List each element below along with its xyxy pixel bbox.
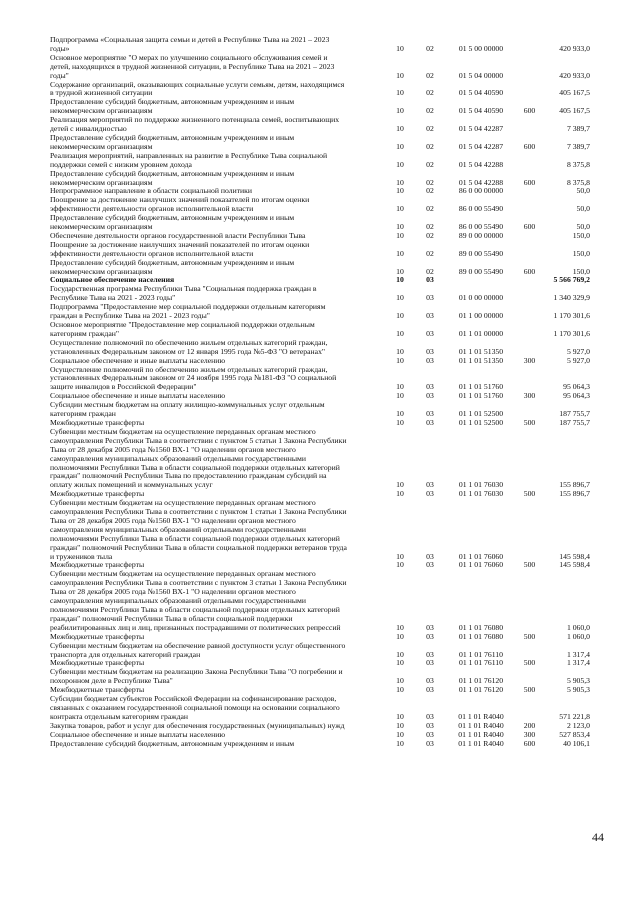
subsection-code: 02	[426, 204, 434, 214]
amount: 5 927,0	[566, 346, 590, 356]
amount: 527 853,4	[559, 729, 590, 739]
subsection-code: 03	[426, 489, 434, 499]
amount: 40 106,1	[563, 738, 590, 748]
subsection-code: 03	[426, 551, 434, 561]
amount: 1 170 301,6	[553, 328, 590, 338]
target-article-code: 01 5 04 42288	[458, 177, 504, 187]
subsection-code: 03	[426, 346, 434, 356]
amount: 8 375,8	[566, 159, 590, 169]
item-name: Государственная программа Республики Тыва "Социальная поддержка граждан в Республике Тыва на 2021 - 2023 годы"	[50, 284, 317, 303]
item-name: Закупка товаров, работ и услуг для обеспечения государственных (муниципальных) нужд	[50, 720, 345, 730]
table-row	[50, 259, 590, 277]
target-article-code: 01 1 01 76080	[458, 622, 504, 632]
target-article-code: 01 1 01 R4040	[458, 729, 504, 739]
target-article-code: 01 1 01 76120	[458, 685, 504, 695]
expense-type-code: 600	[523, 141, 536, 151]
expense-type-code	[517, 428, 542, 490]
item-name: Субвенции местным бюджетам на осуществление переданных органам местного самоуправления Республики Тыва в соответствии с пунктом 1 статьи 1 Закона Республики Тыва от 28 декабря 2005 года №1560 ВХ-1 "О наделении органов местного самоуправления муниципальных образований отдельными государственными полномочиями Республики Тыва в области социальной поддержки отдельных категорий граждан" полномочий Республики Тыва в области социальной поддержки ветеранов труда и тружеников тыла	[50, 498, 347, 561]
item-name: Субсидии бюджетам субъектов Российской Федерации на софинансирование расходов, связанных с оказанием государственной социальной помощи на основании социального контракта отдельным категориям граждан	[50, 694, 340, 721]
section-code: 10	[396, 658, 404, 668]
section-code: 10	[396, 355, 404, 365]
target-article-code: 86 0 00 00000	[458, 186, 504, 196]
subsection-code: 03	[426, 649, 434, 659]
subsection-code: 03	[426, 355, 434, 365]
expense-type-code: 600	[523, 266, 536, 276]
section-code: 10	[396, 676, 404, 686]
subsection-code: 02	[426, 266, 434, 276]
section-code: 10	[396, 729, 404, 739]
target-article-code: 01 1 01 76060	[458, 560, 504, 570]
item-name: Субвенции местным бюджетам на осуществление переданных органам местного самоуправления Республики Тыва в соответствии с пунктом 5 статьи 1 Закона Республики Тыва от 28 декабря 2005 года №1560 ВХ-1 "О наделении органов местного самоуправления муниципальных образований отдельными государственными полномочиями Республики Тыва в области социальной поддержки отдельных категорий граждан" полномочий Республики Тыва по предоставлению гражданам субсидий на оплату жилых помещений и коммунальных услуг	[50, 426, 347, 490]
table-row	[50, 170, 590, 188]
target-article-code: 01 1 01 R4040	[458, 720, 504, 730]
expense-type-code	[517, 499, 542, 561]
section-code: 10	[396, 328, 404, 338]
target-article-code: 01 5 00 00000	[458, 43, 504, 53]
section-code: 10	[396, 346, 404, 356]
section-code: 10	[396, 275, 404, 285]
target-article-code: 01 1 01 51760	[458, 391, 504, 401]
item-name: Предоставление субсидий бюджетным, автономным учреждениям и иным некоммерческим организациям	[50, 168, 295, 187]
expense-type-code	[517, 401, 542, 419]
expense-type-code	[517, 54, 542, 81]
subsection-code: 02	[426, 248, 434, 258]
table-row	[50, 366, 590, 393]
target-article-code: 01 0 00 00000	[458, 293, 504, 303]
amount: 1 060,0	[566, 622, 590, 632]
amount: 50,0	[576, 222, 590, 232]
section-code: 10	[396, 230, 404, 240]
expense-type-code: 600	[523, 177, 536, 187]
item-name: Содержание организаций, оказывающих социальные услуги семьям, детям, находящимся в трудной жизненной ситуации	[50, 79, 345, 98]
expense-type-code: 600	[523, 738, 536, 748]
section-code: 10	[396, 711, 404, 721]
section-code: 10	[396, 560, 404, 570]
target-article-code: 01 1 01 51760	[458, 382, 504, 392]
amount: 150,0	[572, 266, 590, 276]
subsection-code: 03	[426, 293, 434, 303]
target-article-code: 86 0 00 55490	[458, 222, 504, 232]
subsection-code: 02	[426, 70, 434, 80]
item-name: Осуществление полномочий по обеспечению жильем отдельных категорий граждан, установленных Федеральным законом от 12 января 1995 года №5-ФЗ "О ветеранах"	[50, 337, 328, 356]
expense-type-code	[517, 303, 542, 321]
amount: 1 170 301,6	[553, 311, 590, 321]
item-name: Предоставление субсидий бюджетным, автономным учреждениям и иным некоммерческим организациям	[50, 257, 295, 276]
section-code: 10	[396, 391, 404, 401]
subsection-code: 03	[426, 658, 434, 668]
amount: 5 905,3	[566, 685, 590, 695]
item-name: Поощрение за достижение наилучших значений показателей по итогам оценки эффективности деятельности органов исполнительной власти	[50, 195, 310, 214]
subsection-code: 03	[426, 409, 434, 419]
item-name: Межбюджетные трансферты	[50, 489, 145, 499]
target-article-code	[445, 276, 517, 285]
target-article-code: 01 1 01 76060	[458, 551, 504, 561]
amount: 8 375,8	[566, 177, 590, 187]
section-code: 10	[396, 649, 404, 659]
section-code: 10	[396, 248, 404, 258]
amount: 405 167,5	[559, 88, 590, 98]
target-article-code: 01 1 01 52500	[458, 409, 504, 419]
expense-type-code	[517, 339, 542, 357]
subsection-code: 03	[426, 417, 434, 427]
subsection-code: 03	[426, 275, 434, 285]
subsection-code: 02	[426, 43, 434, 53]
expense-type-code: 500	[523, 489, 536, 499]
amount: 405 167,5	[559, 106, 590, 116]
amount: 1 340 329,9	[553, 293, 590, 303]
expense-type-code	[517, 570, 542, 632]
expense-type-code	[517, 321, 542, 339]
target-article-code: 01 1 01 51350	[458, 355, 504, 365]
section-code: 10	[396, 480, 404, 490]
section-code: 10	[396, 631, 404, 641]
target-article-code: 01 1 01 76110	[459, 649, 503, 659]
amount: 571 221,8	[559, 711, 590, 721]
item-name: Осуществление полномочий по обеспечению жильем отдельных категорий граждан, установленных Федеральным законом от 24 ноября 1995 года №181-ФЗ "О социальной защите инвалидов в Российской Федерации"	[50, 364, 337, 392]
item-name: Межбюджетные трансферты	[50, 685, 145, 695]
item-name: Реализация мероприятий, направленных на развитие в Республике Тыва социальной поддержки семей с низким уровнем дохода	[50, 150, 328, 169]
table-row	[50, 285, 590, 303]
item-name: Основное мероприятие "О мерах по улучшению социального обслуживания семей и детей, находящихся в трудной жизненной ситуации, в Республике Тыва на 2021 – 2023 годы"	[50, 52, 335, 80]
amount: 150,0	[572, 230, 590, 240]
table-row	[50, 668, 590, 686]
table-row	[50, 499, 590, 561]
subsection-code: 03	[426, 738, 434, 748]
expense-type-code: 200	[523, 720, 536, 730]
table-row	[50, 36, 590, 54]
expense-type-code: 500	[523, 560, 536, 570]
expense-type-code	[517, 668, 542, 686]
amount: 187 755,7	[559, 409, 590, 419]
expense-type-code	[517, 81, 542, 99]
expense-type-code: 500	[523, 658, 536, 668]
item-name: Социальное обеспечение населения	[50, 275, 175, 285]
amount: 420 933,0	[559, 70, 590, 80]
target-article-code: 01 1 01 76120	[458, 676, 504, 686]
subsection-code: 03	[426, 685, 434, 695]
section-code: 10	[396, 293, 404, 303]
target-article-code: 01 1 01 76080	[458, 631, 504, 641]
target-article-code: 01 1 01 R4040	[458, 738, 504, 748]
table-body	[50, 36, 590, 749]
target-article-code: 01 1 01 76030	[458, 480, 504, 490]
section-code: 10	[396, 417, 404, 427]
amount: 7 389,7	[566, 124, 590, 134]
expense-type-code	[517, 196, 542, 214]
item-name: Социальное обеспечение и иные выплаты населению	[50, 355, 226, 365]
expense-type-code: 500	[523, 417, 536, 427]
amount: 50,0	[576, 186, 590, 196]
target-article-code: 01 1 01 52500	[458, 417, 504, 427]
expense-type-code: 300	[523, 391, 536, 401]
section-code: 10	[396, 382, 404, 392]
expense-type-code: 600	[523, 222, 536, 232]
target-article-code: 89 0 00 55490	[458, 266, 504, 276]
table-row	[50, 642, 590, 660]
expense-type-code	[517, 152, 542, 170]
expense-type-code	[517, 366, 542, 393]
section-code: 10	[396, 141, 404, 151]
subsection-code: 02	[426, 230, 434, 240]
subsection-code: 02	[426, 106, 434, 116]
subsection-code: 02	[426, 186, 434, 196]
amount: 7 389,7	[566, 141, 590, 151]
table-row	[50, 54, 590, 81]
section-code: 10	[396, 266, 404, 276]
table-row	[50, 303, 590, 321]
section-code: 10	[396, 124, 404, 134]
target-article-code: 89 0 00 55490	[458, 248, 504, 258]
section-code: 10	[396, 222, 404, 232]
subsection-code: 03	[426, 328, 434, 338]
expense-type-code	[517, 187, 542, 196]
page-number: 44	[592, 830, 604, 844]
subsection-code: 03	[426, 480, 434, 490]
item-name: Субвенции местным бюджетам на обеспечение равной доступности услуг общественного транспорта для отдельных категорий граждан	[50, 640, 346, 659]
item-name: Предоставление субсидий бюджетным, автономным учреждениям и иным некоммерческим организациям	[50, 97, 295, 116]
item-name: Субсидии местным бюджетам на оплату жилищно-коммунальных услуг отдельным категориям граждан	[50, 400, 325, 419]
item-name: Подпрограмма "Предоставление мер социальной поддержки отдельным категориям граждан в Республике Тыва на 2021 - 2023 годы"	[50, 302, 326, 321]
subsection-code: 03	[426, 720, 434, 730]
item-name: Обеспечение деятельности органов государственной власти Республики Тыва	[50, 230, 306, 240]
amount: 145 598,4	[559, 551, 590, 561]
table-row	[50, 339, 590, 357]
target-article-code: 01 1 01 00000	[458, 328, 504, 338]
amount: 1 060,0	[566, 631, 590, 641]
budget-table	[50, 36, 590, 749]
subsection-code: 02	[426, 159, 434, 169]
target-article-code: 86 0 00 55490	[458, 204, 504, 214]
expense-type-code	[517, 241, 542, 259]
amount: 50,0	[576, 204, 590, 214]
expense-type-code: 600	[523, 106, 536, 116]
item-name: Субвенции местным бюджетам на осуществление переданных органам местного самоуправления Республики Тыва в соответствии с пунктом 3 статьи 1 Закона Республики Тыва от 28 декабря 2005 года №1560 ВХ-1 "О наделении органов местного самоуправления муниципальных образований отдельными государственными полномочиями Республики Тыва в области социальной поддержки отдельных категорий граждан" полномочий Республики Тыва в области социальной поддержки реабилитированных лиц и лиц, признанных пострадавшими от политических репрессий	[50, 569, 347, 632]
section-code: 10	[396, 204, 404, 214]
subsection-code: 03	[426, 676, 434, 686]
item-name: Непрограммное направление в области социальной политики	[50, 186, 253, 196]
table-row	[50, 134, 590, 152]
target-article-code: 01 1 01 76110	[459, 658, 503, 668]
section-code: 10	[396, 409, 404, 419]
subsection-code: 03	[426, 311, 434, 321]
amount: 5 905,3	[566, 676, 590, 686]
section-code: 10	[396, 738, 404, 748]
subsection-code: 03	[426, 631, 434, 641]
section-code: 10	[396, 186, 404, 196]
table-row	[50, 196, 590, 214]
amount: 155 896,7	[559, 480, 590, 490]
section-code: 10	[396, 720, 404, 730]
subsection-code: 02	[426, 222, 434, 232]
item-name: Предоставление субсидий бюджетным, автономным учреждениям и иным	[50, 738, 295, 748]
expense-type-code	[517, 116, 542, 134]
table-row	[50, 81, 590, 99]
expense-type-code	[517, 36, 542, 54]
section-code: 10	[396, 88, 404, 98]
target-article-code: 01 5 04 42288	[458, 159, 504, 169]
amount: 1 317,4	[566, 658, 590, 668]
subsection-code: 03	[426, 560, 434, 570]
amount: 95 064,3	[563, 382, 590, 392]
section-code: 10	[396, 311, 404, 321]
amount: 2 123,0	[566, 720, 590, 730]
item-name: Социальное обеспечение и иные выплаты населению	[50, 729, 226, 739]
expense-type-code: 300	[523, 355, 536, 365]
target-article-code: 01 1 01 51350	[458, 346, 504, 356]
amount: 155 896,7	[559, 489, 590, 499]
subsection-code: 03	[426, 391, 434, 401]
subsection-code: 02	[426, 124, 434, 134]
expense-type-code	[517, 695, 542, 722]
item-name: Межбюджетные трансферты	[50, 417, 145, 427]
table-row	[50, 321, 590, 339]
item-name: Поощрение за достижение наилучших значений показателей по итогам оценки эффективности деятельности органов исполнительной власти	[50, 239, 310, 258]
item-name: Подпрограмма «Социальная защита семьи и детей в Республике Тыва на 2021 – 2023 годы»	[50, 35, 330, 53]
subsection-code: 02	[426, 177, 434, 187]
target-article-code: 89 0 00 00000	[458, 230, 504, 240]
item-name: Предоставление субсидий бюджетным, автономным учреждениям и иным некоммерческим организациям	[50, 132, 295, 151]
table-row	[50, 740, 590, 749]
section-code: 10	[396, 159, 404, 169]
section-code: 10	[396, 70, 404, 80]
expense-type-code	[517, 232, 542, 241]
item-name: Субвенции местным бюджетам на реализацию Закона Республики Тыва "О погребении и похоронном деле в Республике Тыва"	[50, 667, 343, 686]
table-row	[50, 98, 590, 116]
table-row	[50, 152, 590, 170]
subsection-code: 02	[426, 88, 434, 98]
item-name: Межбюджетные трансферты	[50, 658, 145, 668]
subsection-code: 03	[426, 382, 434, 392]
amount: 187 755,7	[559, 417, 590, 427]
subsection-code: 03	[426, 622, 434, 632]
item-name: Основное мероприятие "Предоставление мер социальной поддержки отдельным категориям граждан"	[50, 320, 315, 338]
subsection-code: 02	[426, 141, 434, 151]
table-row	[50, 695, 590, 722]
amount: 1 317,4	[566, 649, 590, 659]
table-row	[50, 116, 590, 134]
target-article-code: 01 5 04 40590	[458, 88, 504, 98]
item-name: Межбюджетные трансферты	[50, 560, 145, 570]
amount: 150,0	[572, 248, 590, 258]
target-article-code: 01 5 04 42287	[458, 141, 504, 151]
subsection-code: 03	[426, 729, 434, 739]
expense-type-code: 500	[523, 631, 536, 641]
section-code: 10	[396, 177, 404, 187]
amount: 5 927,0	[566, 355, 590, 365]
target-article-code: 01 5 04 42287	[458, 124, 504, 134]
amount: 145 598,4	[559, 560, 590, 570]
table-row	[50, 214, 590, 232]
expense-type-code	[517, 285, 542, 303]
table-row	[50, 241, 590, 259]
target-article-code: 01 1 00 00000	[458, 311, 504, 321]
section-code: 10	[396, 489, 404, 499]
item-name: Реализация мероприятий по поддержке жизненного потенциала семей, воспитывающих детей с инвалидностью	[50, 115, 340, 134]
table-row	[50, 428, 590, 490]
item-name: Межбюджетные трансферты	[50, 631, 145, 641]
target-article-code: 01 1 01 76030	[458, 489, 504, 499]
item-name: Социальное обеспечение и иные выплаты населению	[50, 391, 226, 401]
section-code: 10	[396, 43, 404, 53]
section-code: 10	[396, 622, 404, 632]
section-code: 10	[396, 551, 404, 561]
item-name: Предоставление субсидий бюджетным, автономным учреждениям и иным некоммерческим организациям	[50, 213, 295, 232]
expense-type-code	[517, 642, 542, 660]
amount: 95 064,3	[563, 391, 590, 401]
expense-type-code	[517, 276, 542, 285]
table-row	[50, 570, 590, 632]
expense-type-code: 300	[523, 729, 536, 739]
target-article-code: 01 5 04 00000	[458, 70, 504, 80]
table-row	[50, 401, 590, 419]
target-article-code: 01 5 04 40590	[458, 106, 504, 116]
expense-type-code: 500	[523, 685, 536, 695]
section-code: 10	[396, 685, 404, 695]
section-code: 10	[396, 106, 404, 116]
amount: 5 566 769,2	[553, 275, 590, 285]
target-article-code: 01 1 01 R4040	[458, 711, 504, 721]
subsection-code: 03	[426, 711, 434, 721]
amount: 420 933,0	[559, 43, 590, 53]
